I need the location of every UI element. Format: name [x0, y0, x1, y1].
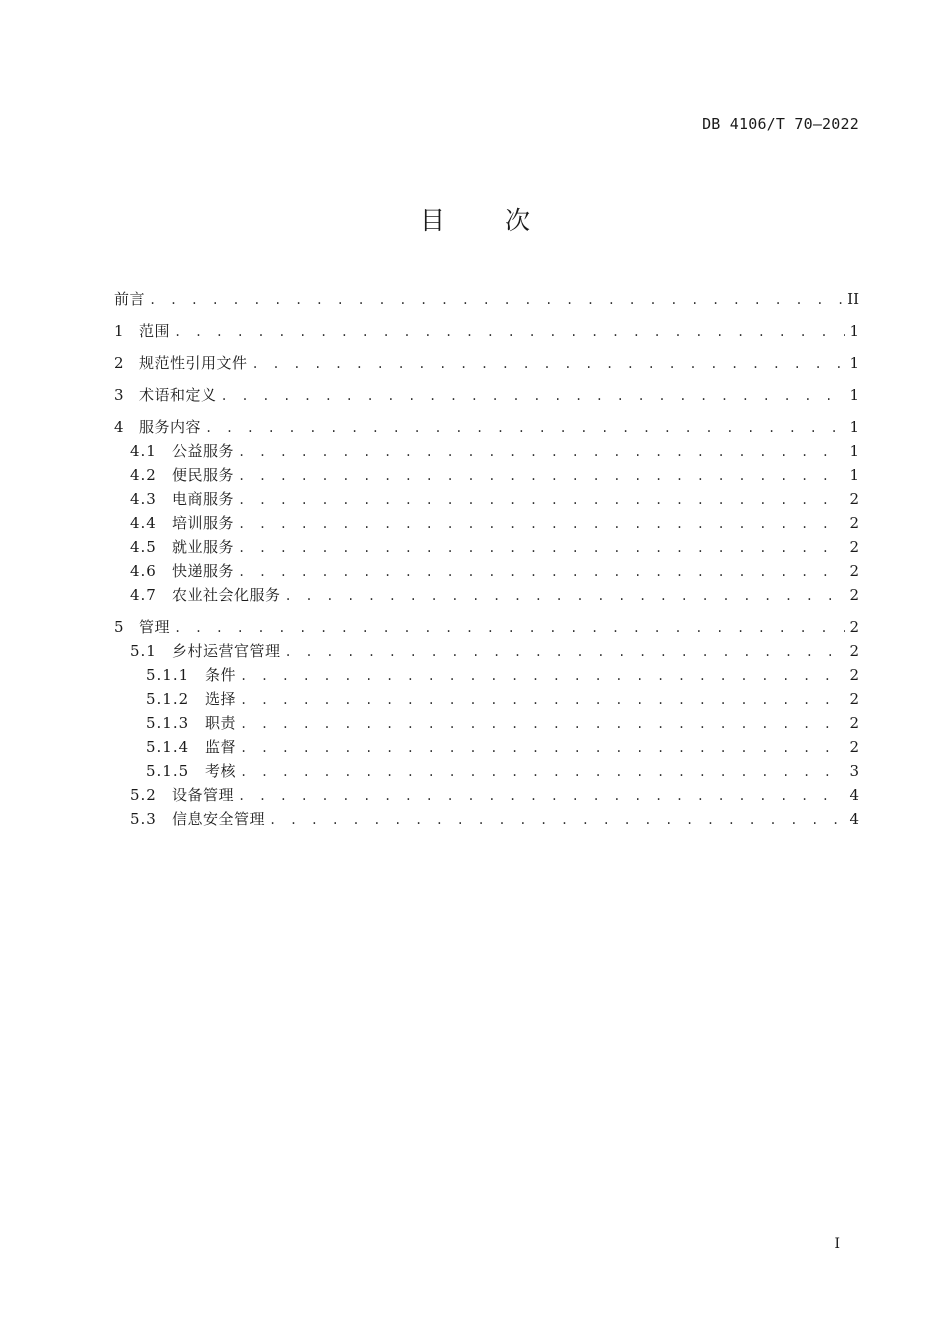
toc-entry-page: 1	[849, 466, 859, 484]
toc-dot-leader	[238, 536, 845, 560]
toc-entry-number: 4.2	[130, 466, 157, 484]
toc-entry[interactable]	[114, 687, 859, 711]
toc-entry-label: 农业社会化服务	[172, 586, 281, 604]
toc-dot-leader	[285, 640, 846, 664]
toc-entry-label: 术语和定义	[139, 386, 217, 404]
toc-dot-leader	[252, 352, 846, 376]
page-title: 目次	[419, 206, 590, 235]
toc-entry[interactable]	[114, 615, 859, 639]
toc-entry-number: 5.3	[130, 810, 157, 828]
toc-entry[interactable]	[114, 663, 859, 687]
toc-entry[interactable]	[114, 807, 859, 831]
toc-entry-label: 公益服务	[172, 442, 235, 460]
toc-entry-page: 1	[849, 386, 859, 404]
toc-entry[interactable]	[114, 487, 859, 511]
toc-dot-leader	[205, 416, 845, 440]
toc-entry-label: 乡村运营官管理	[172, 642, 281, 660]
toc-entry-number: 4	[114, 418, 125, 436]
toc-entry[interactable]	[114, 583, 859, 607]
toc-entry-number: 4.6	[130, 562, 157, 580]
toc-dot-leader	[238, 512, 845, 536]
toc-entry-label: 条件	[205, 666, 237, 684]
toc-entry-page: 4	[849, 786, 859, 804]
toc-entry-label: 快递服务	[172, 562, 235, 580]
toc-entry-number: 4.3	[130, 490, 157, 508]
toc-entry-page: 1	[849, 322, 859, 340]
toc-dot-leader	[174, 616, 845, 640]
toc-entry-page: 2	[849, 714, 859, 732]
toc-entry-label: 职责	[205, 714, 237, 732]
toc-entry-label: 监督	[205, 738, 237, 756]
toc-entry[interactable]	[114, 783, 859, 807]
toc-entry-number: 5.1.5	[146, 762, 190, 780]
toc-dot-leader	[238, 784, 845, 808]
toc-entry-label: 考核	[205, 762, 237, 780]
toc-entry-number: 4.1	[130, 442, 157, 460]
toc-entry-label: 便民服务	[172, 466, 235, 484]
toc-entry[interactable]	[114, 415, 859, 439]
toc-entry-label: 范围	[139, 322, 171, 340]
toc-entry-label: 规范性引用文件	[139, 354, 248, 372]
toc-entry-number: 3	[114, 386, 125, 404]
toc-entry-page: 2	[849, 586, 859, 604]
toc-entry-label: 电商服务	[172, 490, 235, 508]
toc-dot-leader	[240, 688, 845, 712]
toc-entry-page: 2	[849, 562, 859, 580]
toc-entry-label: 选择	[205, 690, 237, 708]
toc-entry[interactable]	[114, 351, 859, 375]
toc-entry[interactable]	[114, 559, 859, 583]
toc-entry-number: 5	[114, 618, 125, 636]
toc-entry-number: 4.7	[130, 586, 157, 604]
toc-entry[interactable]	[114, 511, 859, 535]
toc-entry-number: 5.2	[130, 786, 157, 804]
toc-entry[interactable]	[114, 535, 859, 559]
toc-entry-page: 1	[849, 418, 859, 436]
toc-entry-page: 2	[849, 690, 859, 708]
toc-entry-label: 管理	[139, 618, 171, 636]
toc-entry-page: 2	[849, 538, 859, 556]
toc-entry[interactable]	[114, 287, 859, 311]
toc-entry-label: 培训服务	[172, 514, 235, 532]
toc-entry[interactable]	[114, 383, 859, 407]
toc-entry[interactable]	[114, 711, 859, 735]
toc-entry-number: 5.1.4	[146, 738, 190, 756]
toc-dot-leader	[240, 760, 845, 784]
toc-entry-page: II	[847, 290, 859, 308]
toc-dot-leader	[221, 384, 846, 408]
toc-dot-leader	[240, 664, 845, 688]
toc-entry-number: 5.1	[130, 642, 157, 660]
toc-entry-page: 2	[849, 514, 859, 532]
toc-dot-leader	[240, 712, 845, 736]
toc-entry-label: 前言	[114, 290, 146, 308]
toc-entry-page: 2	[849, 642, 859, 660]
toc-dot-leader	[269, 808, 845, 832]
toc-dot-leader	[238, 560, 845, 584]
toc-entry-number: 1	[114, 322, 125, 340]
toc-entry[interactable]	[114, 759, 859, 783]
toc-dot-leader	[285, 584, 846, 608]
toc-entry-number: 5.1.2	[146, 690, 190, 708]
toc-entry-number: 5.1.3	[146, 714, 190, 732]
toc-dot-leader	[149, 288, 843, 312]
toc-entry[interactable]	[114, 463, 859, 487]
toc-entry-number: 4.4	[130, 514, 157, 532]
toc-entry-number: 2	[114, 354, 125, 372]
toc-entry-page: 2	[849, 618, 859, 636]
toc-entry[interactable]	[114, 319, 859, 343]
toc-entry-page: 4	[849, 810, 859, 828]
toc-entry-label: 服务内容	[139, 418, 202, 436]
toc-entry-page: 2	[849, 490, 859, 508]
page-number: I	[834, 1236, 840, 1252]
toc-entry-page: 3	[849, 762, 859, 780]
document-code: DB 4106/T 70—2022	[702, 115, 859, 133]
toc-entry-page: 1	[849, 354, 859, 372]
toc-dot-leader	[238, 488, 845, 512]
toc-dot-leader	[174, 320, 845, 344]
toc-entry-label: 设备管理	[172, 786, 235, 804]
toc-entry-page: 1	[849, 442, 859, 460]
toc-entry[interactable]	[114, 639, 859, 663]
toc-entry-page: 2	[849, 666, 859, 684]
toc-entry-number: 4.5	[130, 538, 157, 556]
toc-entry[interactable]	[114, 439, 859, 463]
toc-entry-label: 信息安全管理	[172, 810, 266, 828]
toc-entry[interactable]	[114, 735, 859, 759]
toc-entry-page: 2	[849, 738, 859, 756]
toc-entry-number: 5.1.1	[146, 666, 190, 684]
toc-dot-leader	[238, 440, 845, 464]
toc-dot-leader	[238, 464, 845, 488]
toc-entry-label: 就业服务	[172, 538, 235, 556]
toc-dot-leader	[240, 736, 845, 760]
